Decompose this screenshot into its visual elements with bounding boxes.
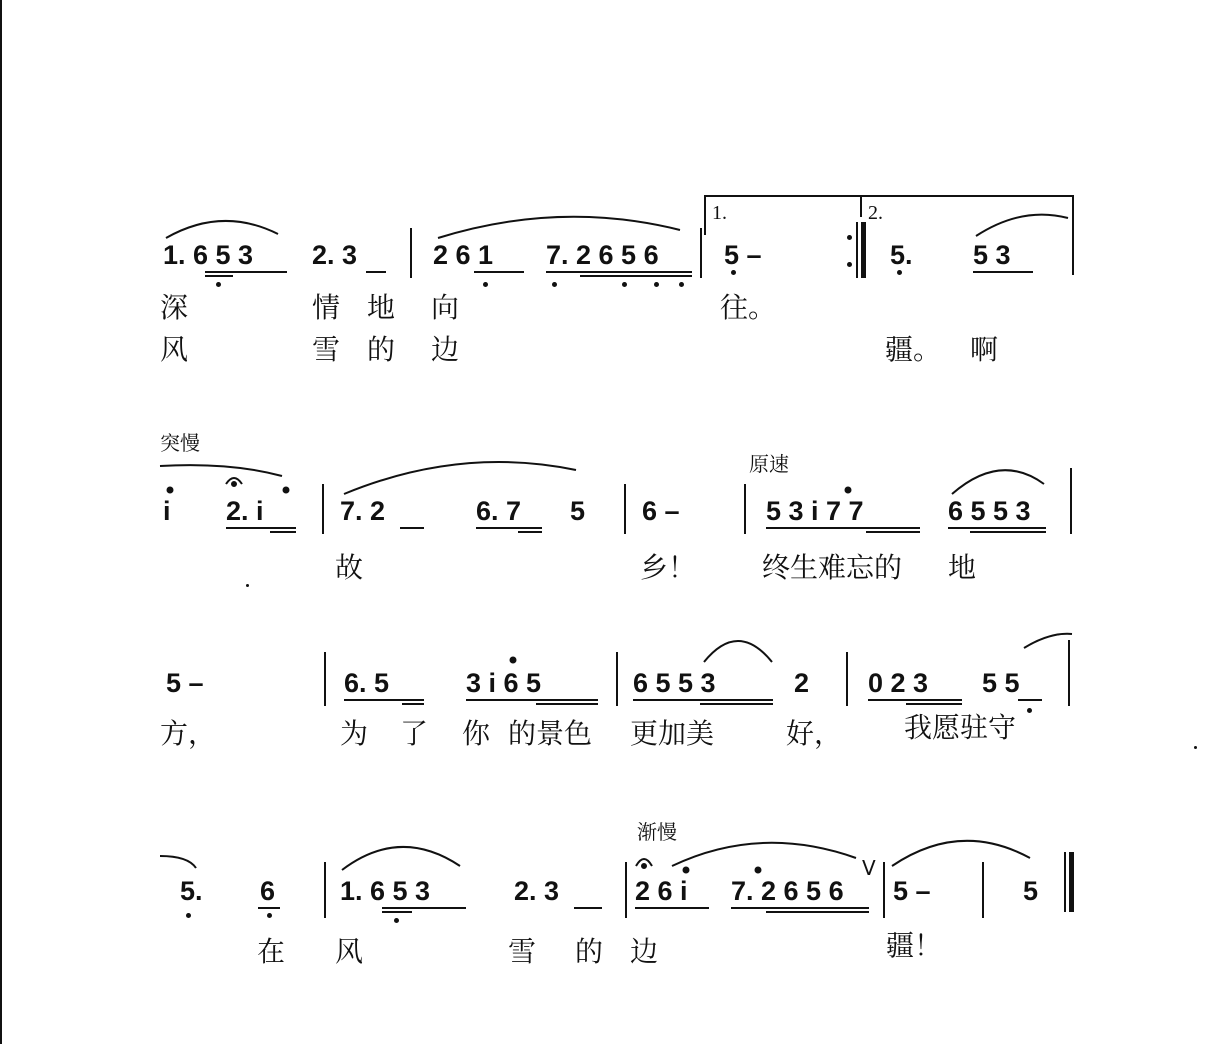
- lyric: 的: [367, 333, 396, 366]
- lyric: 方，: [160, 717, 217, 750]
- barline: [324, 652, 326, 706]
- beam: [766, 527, 920, 529]
- tie: [160, 856, 196, 868]
- note-group: 6 –: [642, 496, 680, 526]
- beam: [474, 271, 524, 273]
- low-octave-dot: [622, 282, 627, 287]
- beam: [574, 907, 602, 909]
- low-octave-dot: [731, 270, 736, 275]
- lyric: 向: [431, 291, 460, 324]
- high-octave-dot: [756, 868, 761, 873]
- high-octave-dot: [284, 488, 289, 493]
- note-group: 2. 3: [312, 240, 358, 270]
- lyric: 好，: [786, 717, 843, 750]
- lyric: 啊: [970, 333, 999, 366]
- beam: [466, 699, 598, 701]
- slur: [976, 215, 1068, 236]
- barline: [700, 228, 702, 278]
- beam: [906, 703, 962, 705]
- note-group: 5.: [890, 240, 913, 270]
- high-octave-dot: [684, 868, 689, 873]
- beam: [700, 703, 773, 705]
- beam: [382, 911, 412, 913]
- low-octave-dot: [897, 270, 902, 275]
- lyric: 风: [335, 935, 364, 968]
- note-group: 5 –: [893, 876, 931, 906]
- volta-bracket-start: [704, 195, 706, 235]
- beam: [226, 527, 296, 529]
- lyric: 你: [462, 717, 491, 750]
- low-octave-dot: [216, 282, 221, 287]
- lyric: 地: [948, 551, 977, 584]
- lyric: 雪: [312, 333, 341, 366]
- low-octave-dot: [394, 918, 399, 923]
- lyric: 往。: [720, 291, 777, 324]
- beam: [258, 907, 280, 909]
- note-group: 7. 2: [340, 496, 386, 526]
- final-barline-thin: [1064, 852, 1066, 912]
- note-group: 2 6 i: [635, 876, 688, 906]
- slur: [342, 847, 460, 870]
- tie: [1024, 634, 1072, 648]
- scan-speck: [246, 584, 249, 587]
- lyric: 的: [575, 935, 604, 968]
- note-group: 0 2 3: [868, 668, 929, 698]
- beam: [1018, 699, 1042, 701]
- beam: [205, 275, 233, 277]
- barline: [846, 652, 848, 706]
- barline: [1068, 640, 1070, 706]
- barline: [883, 862, 885, 918]
- lyric: 在: [257, 935, 286, 968]
- note-group: 5 3 i 7 7: [766, 496, 864, 526]
- low-octave-dot: [483, 282, 488, 287]
- lyric: 情: [312, 291, 341, 324]
- first-ending-label: 1.: [712, 202, 727, 224]
- beam: [366, 271, 386, 273]
- note-group: 6 5 5 3: [633, 668, 716, 698]
- slur: [166, 221, 278, 238]
- beam: [402, 703, 424, 705]
- lyric: 更加美: [630, 717, 715, 750]
- beam: [476, 527, 542, 529]
- fermata: [226, 478, 242, 484]
- tempo-mark: 突慢: [160, 431, 200, 455]
- beam: [973, 271, 1033, 273]
- note-group: 6 5 5 3: [948, 496, 1031, 526]
- note-group: 1. 6 5 3: [340, 876, 431, 906]
- note-group: 6: [260, 876, 276, 906]
- repeat-dot: [847, 262, 852, 267]
- beam: [948, 527, 1046, 529]
- beam: [580, 275, 692, 277]
- lyric: 乡！: [640, 551, 697, 584]
- second-ending-label: 2.: [868, 202, 883, 224]
- lyric: 边: [630, 935, 659, 968]
- high-octave-dot: [511, 658, 516, 663]
- barline: [324, 862, 326, 918]
- lyric: 深: [160, 291, 189, 324]
- note-group: i: [163, 496, 171, 526]
- beam: [970, 531, 1046, 533]
- barline: [625, 862, 627, 918]
- beam: [518, 531, 542, 533]
- beam: [536, 703, 598, 705]
- slur: [438, 217, 680, 238]
- low-octave-dot: [186, 913, 191, 918]
- page-border: [0, 0, 2, 1044]
- barline: [616, 652, 618, 706]
- note-group: 2: [794, 668, 810, 698]
- note-group: 5 –: [166, 668, 204, 698]
- beam: [766, 911, 869, 913]
- beam: [546, 271, 692, 273]
- high-octave-dot: [846, 488, 851, 493]
- note-group: 5 3: [973, 240, 1011, 270]
- lyric: 的景色: [508, 717, 593, 750]
- lyric: 终生难忘的: [762, 551, 903, 584]
- note-group: 5 –: [724, 240, 762, 270]
- lyric: 我愿驻守: [904, 711, 1017, 744]
- fermata: [636, 859, 652, 866]
- lyric: 边: [431, 333, 460, 366]
- beam: [270, 531, 296, 533]
- high-octave-dot: [168, 488, 173, 493]
- volta-bracket-divider: [860, 195, 862, 217]
- tie: [160, 465, 282, 476]
- beam: [205, 271, 287, 273]
- note-group: 7. 2 6 5 6: [546, 240, 659, 270]
- repeat-barline-thick: [861, 222, 866, 278]
- barline: [624, 484, 626, 534]
- barline: [322, 484, 324, 534]
- note-group: 7. 2 6 5 6: [731, 876, 844, 906]
- low-octave-dot: [552, 282, 557, 287]
- barline: [744, 484, 746, 534]
- beam: [400, 527, 424, 529]
- lyric: 疆！: [886, 929, 943, 962]
- low-octave-dot: [679, 282, 684, 287]
- note-group: 5.: [180, 876, 203, 906]
- breath-mark: V: [862, 856, 876, 880]
- fermata-dot: [642, 864, 646, 868]
- beam: [868, 699, 962, 701]
- slur: [952, 470, 1044, 494]
- barline: [410, 228, 412, 278]
- lyric: 疆。: [885, 333, 942, 366]
- note-group: 6. 7: [476, 496, 522, 526]
- note-group: 5 5: [982, 668, 1020, 698]
- lyric: 雪: [508, 935, 537, 968]
- lyric: 了: [400, 717, 429, 750]
- scan-speck: [1194, 746, 1197, 749]
- slur: [704, 641, 772, 662]
- lyric: 故: [335, 551, 364, 584]
- barline: [1070, 468, 1072, 534]
- final-barline-thick: [1069, 852, 1074, 912]
- beam: [635, 907, 709, 909]
- repeat-barline-thin: [856, 222, 858, 278]
- note-group: 2 6 1: [433, 240, 494, 270]
- low-octave-dot: [654, 282, 659, 287]
- barline: [982, 862, 984, 918]
- note-group: 5: [1023, 876, 1039, 906]
- slur: [344, 462, 576, 494]
- tempo-mark: 渐慢: [637, 820, 677, 844]
- lyric: 风: [160, 333, 189, 366]
- slur: [892, 841, 1030, 866]
- repeat-dot: [847, 235, 852, 240]
- lyric: 为: [340, 717, 369, 750]
- low-octave-dot: [1027, 708, 1032, 713]
- beam: [344, 699, 424, 701]
- note-group: 2. i: [226, 496, 264, 526]
- fermata-dot: [232, 482, 236, 486]
- lyric: 地: [367, 291, 396, 324]
- note-group: 3 i 6 5: [466, 668, 542, 698]
- note-group: 5: [570, 496, 586, 526]
- beam: [866, 531, 920, 533]
- slur: [672, 843, 856, 866]
- beam: [382, 907, 466, 909]
- note-group: 1. 6 5 3: [163, 240, 254, 270]
- volta-bracket-end: [1072, 195, 1074, 275]
- note-group: 2. 3: [514, 876, 560, 906]
- note-group: 6. 5: [344, 668, 390, 698]
- tempo-mark: 原速: [749, 452, 789, 476]
- volta-bracket-line: [706, 195, 1074, 197]
- beam: [633, 699, 773, 701]
- beam: [731, 907, 869, 909]
- low-octave-dot: [267, 913, 272, 918]
